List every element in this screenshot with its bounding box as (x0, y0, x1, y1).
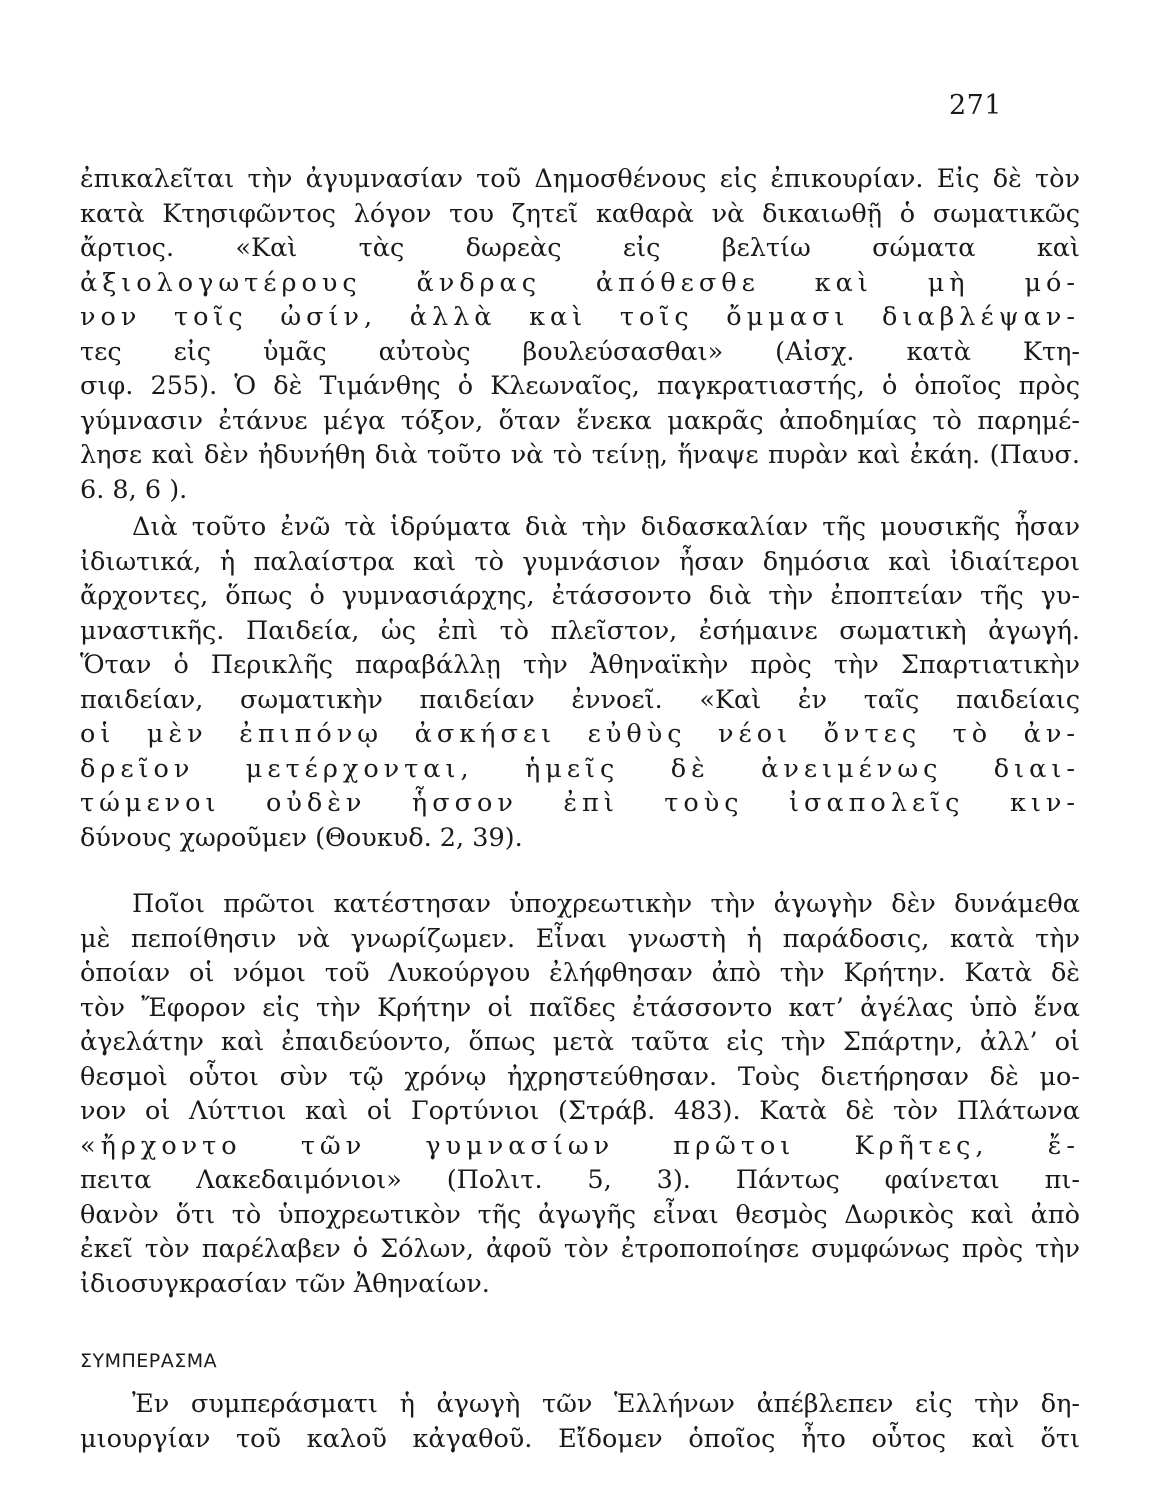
text-line: νον τοῖς ὠσίν, ἀλλὰ καὶ τοῖς ὄμμασι διαβλέψαν- (80, 302, 1080, 332)
text-line: θανὸν ὅτι τὸ ὑποχρεωτικὸν τῆς ἀγωγῆς εἶναι θεσμὸς Δωρικὸς καὶ ἀπὸ (80, 1199, 1080, 1230)
text-line: Ὅταν ὁ Περικλῆς παραβάλλῃ τὴν Ἀθηναϊκὴν πρὸς τὴν Σπαρτιατικὴν (80, 650, 1080, 680)
text-line: ἰδιωτικά, ἡ παλαίστρα καὶ τὸ γυμνάσιον ἦσαν δημόσια καὶ ἰδιαίτεροι (80, 546, 1080, 577)
text-line: ἰδιοσυγκρασίαν τῶν Ἀθηναίων. (80, 1268, 490, 1299)
text-line: δύνους χωροῦμεν (Θουκυδ. 2, 39). (80, 822, 523, 853)
section-heading: ΣΥΜΠΕΡΑΣΜΑ (80, 1350, 218, 1372)
text-line: οἱ μὲν ἐπιπόνῳ ἀσκήσει εὐθὺς νέοι ὄντες τὸ ἀν- (80, 719, 1080, 749)
text-line: κατὰ Κτησιφῶντος λόγον του ζητεῖ καθαρὰ νὰ δικαιωθῇ ὁ σωματικῶς (80, 198, 1080, 229)
text-line: ὁποίαν οἱ νόμοι τοῦ Λυκούργου ἐλήφθησαν ἀπὸ τὴν Κρήτην. Κατὰ δὲ (80, 958, 1080, 988)
text-line: θεσμοὶ οὗτοι σὺν τῷ χρόνῳ ἠχρηστεύθησαν. Τοὺς διετήρησαν δὲ μο- (80, 1061, 1080, 1092)
text-line: ἐπικαλεῖται τὴν ἀγυμνασίαν τοῦ Δημοσθένους εἰς ἐπικουρίαν. Εἰς δὲ τὸν (80, 164, 1080, 194)
text-line: «ἤρχοντο τῶν γυμνασίων πρῶτοι Κρῆτες, ἔ- (80, 1130, 1080, 1161)
paragraph-conclusion (80, 1387, 1080, 1456)
text-line: τώμενοι οὐδὲν ἧσσον ἐπὶ τοὺς ἰσαπολεῖς κιν- (80, 788, 1080, 818)
text-line: ἄρτιος. «Καὶ τὰς δωρεὰς εἰς βελτίω σώματα καὶ (80, 233, 1080, 263)
text-line: σιφ. 255). Ὁ δὲ Τιμάνθης ὁ Κλεωναῖος, παγκρατιαστής, ὁ ὁποῖος πρὸς (80, 371, 1080, 401)
text-line: γύμνασιν ἐτάνυε μέγα τόξον, ὅταν ἕνεκα μακρᾶς ἀποδημίας τὸ παρημέ- (80, 405, 1080, 436)
text-line: Διὰ τοῦτο ἐνῶ τὰ ἱδρύματα διὰ τὴν διδασκαλίαν τῆς μουσικῆς ἦσαν (132, 512, 1080, 542)
text-line: 6. 8, 6 ). (80, 474, 188, 505)
text-line: πειτα Λακεδαιμόνιοι» (Πολιτ. 5, 3). Πάντως φαίνεται πι- (80, 1165, 1080, 1195)
text-line: παιδείαν, σωματικὴν παιδείαν ἐννοεῖ. «Καὶ ἐν ταῖς παιδείαις (80, 684, 1080, 715)
text-line: Ἐν συμπεράσματι ἡ ἀγωγὴ τῶν Ἑλλήνων ἀπέβλεπεν εἰς τὴν δη- (132, 1389, 1080, 1419)
text-line: δρεῖον μετέρχονται, ἡμεῖς δὲ ἀνειμένως διαι- (80, 753, 1080, 784)
text-line: τες εἰς ὑμᾶς αὐτοὺς βουλεύσασθαι» (Αἰσχ. κατὰ Κτη- (80, 336, 1080, 367)
text-line: τὸν Ἔφορον εἰς τὴν Κρήτην οἱ παῖδες ἐτάσσοντο κατ’ ἀγέλας ὑπὸ ἕνα (80, 992, 1080, 1023)
text-line: μιουργίαν τοῦ καλοῦ κἀγαθοῦ. Εἴδομεν ὁποῖος ἦτο οὗτος καὶ ὅτι (80, 1423, 1080, 1454)
text-line: ἀγελάτην καὶ ἐπαιδεύοντο, ὅπως μετὰ ταῦτα εἰς τὴν Σπάρτην, ἀλλ’ οἱ (80, 1027, 1080, 1057)
text-line: μναστικῆς. Παιδεία, ὡς ἐπὶ τὸ πλεῖστον, ἐσήμαινε σωματικὴ ἀγωγή. (80, 615, 1080, 646)
text-line: νον οἱ Λύττιοι καὶ οἱ Γορτύνιοι (Στράβ. 483). Κατὰ δὲ τὸν Πλάτωνα (80, 1096, 1080, 1126)
text-line: ἄρχοντες, ὅπως ὁ γυμνασιάρχης, ἐτάσσοντο διὰ τὴν ἐποπτείαν τῆς γυ- (80, 581, 1080, 611)
text-line: λησε καὶ δὲν ἠδυνήθη διὰ τοῦτο νὰ τὸ τείνῃ, ἥναψε πυρὰν καὶ ἐκάη. (Παυσ. (80, 440, 1080, 470)
text-line: μὲ πεποίθησιν νὰ γνωρίζωμεν. Εἶναι γνωστὴ ἡ παράδοσις, κατὰ τὴν (80, 923, 1080, 954)
paragraph-3 (80, 887, 1080, 1301)
paragraph-1 (80, 162, 1080, 507)
paragraph-2 (80, 510, 1080, 855)
text-line: Ποῖοι πρῶτοι κατέστησαν ὑποχρεωτικὴν τὴν ἀγωγὴν δὲν δυνάμεθα (132, 889, 1080, 919)
page-number: 271 (948, 90, 1002, 121)
text-line: ἐκεῖ τὸν παρέλαβεν ὁ Σόλων, ἀφοῦ τὸν ἐτροποποίησε συμφώνως πρὸς τὴν (80, 1234, 1080, 1264)
text-line: ἀξιολογωτέρους ἄνδρας ἀπόθεσθε καὶ μὴ μό- (80, 267, 1080, 298)
